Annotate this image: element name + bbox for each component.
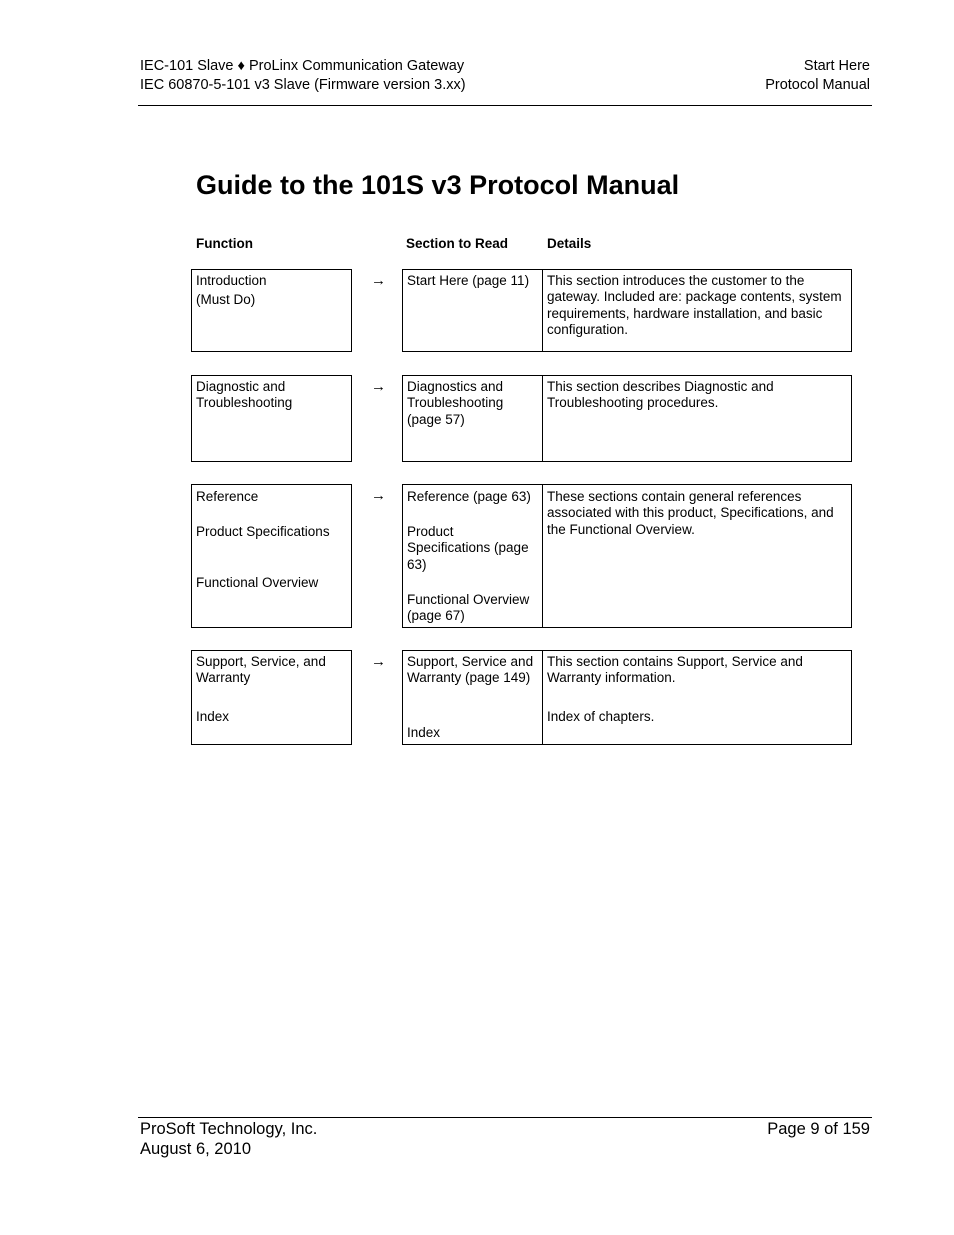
page-header-right [765, 57, 870, 95]
function-cell [191, 269, 352, 352]
header-firmware-line: IEC 60870-5-101 v3 Slave (Firmware version 3.xx) [140, 77, 466, 93]
section-link[interactable]: Reference (page 63) [407, 489, 531, 504]
page-footer-left [140, 1120, 317, 1159]
section-cell [402, 375, 543, 462]
function-text: Reference [196, 489, 259, 504]
details-cell [542, 375, 852, 462]
footer-page-number: Page 9 of 159 [767, 1120, 870, 1138]
details-text: This section introduces the customer to the gateway. Included are: package contents, system requirements, hardware installation, and basic configuration. [547, 273, 842, 337]
section-cell [402, 269, 543, 352]
page-header-left [140, 57, 466, 95]
footer-date: August 6, 2010 [140, 1139, 252, 1158]
section-link[interactable]: Functional Overview (page 67) [407, 592, 530, 624]
details-cell [542, 650, 852, 745]
function-text: (Must Do) [196, 292, 256, 307]
function-text: Diagnostic and Troubleshooting [196, 379, 293, 411]
function-text: Index [196, 709, 230, 724]
guide-row-diagnostics [191, 375, 852, 462]
details-cell [542, 484, 852, 628]
arrow-right-icon: → [371, 378, 386, 395]
function-text: Product Specifications [196, 524, 330, 539]
header-manual-type: Protocol Manual [765, 77, 870, 93]
footer-company: ProSoft Technology, Inc. [140, 1120, 318, 1138]
page-title: Guide to the 101S v3 Protocol Manual [196, 170, 680, 200]
function-cell [191, 650, 352, 745]
section-link[interactable]: Start Here (page 11) [407, 273, 530, 288]
section-link[interactable]: Support, Service and Warranty (page 149) [407, 654, 534, 686]
section-link[interactable]: Product Specifications (page 63) [407, 524, 529, 572]
function-text: Introduction [196, 273, 267, 288]
footer-rule [138, 1117, 872, 1118]
section-cell [402, 484, 543, 628]
details-text: This section contains Support, Service and Warranty information. [547, 654, 803, 686]
function-text: Support, Service, and Warranty [196, 654, 326, 686]
header-product-line: IEC-101 Slave ♦ ProLinx Communication Gateway [140, 58, 465, 74]
function-cell [191, 484, 352, 628]
page-footer-right [767, 1120, 870, 1140]
section-link[interactable]: Index [407, 725, 441, 740]
arrow-right-icon: → [371, 487, 386, 504]
guide-row-support [191, 650, 852, 745]
details-cell [542, 269, 852, 352]
header-rule [138, 105, 872, 106]
function-text: Functional Overview [196, 575, 319, 590]
details-text: This section describes Diagnostic and Troubleshooting procedures. [547, 379, 774, 411]
column-header-function: Function [196, 236, 253, 251]
section-cell [402, 650, 543, 745]
header-chapter: Start Here [803, 58, 870, 74]
details-text: Index of chapters. [547, 709, 655, 724]
section-link[interactable]: Diagnostics and Troubleshooting (page 57) [407, 379, 504, 427]
function-cell [191, 375, 352, 462]
details-text: These sections contain general references associated with this product, Specifications, and the Functional Overview. [547, 489, 834, 537]
guide-row-reference [191, 484, 852, 628]
column-header-section: Section to Read [406, 236, 509, 251]
arrow-right-icon: → [371, 653, 386, 670]
guide-row-introduction [191, 269, 852, 352]
column-header-details: Details [547, 236, 592, 251]
arrow-right-icon: → [371, 272, 386, 289]
